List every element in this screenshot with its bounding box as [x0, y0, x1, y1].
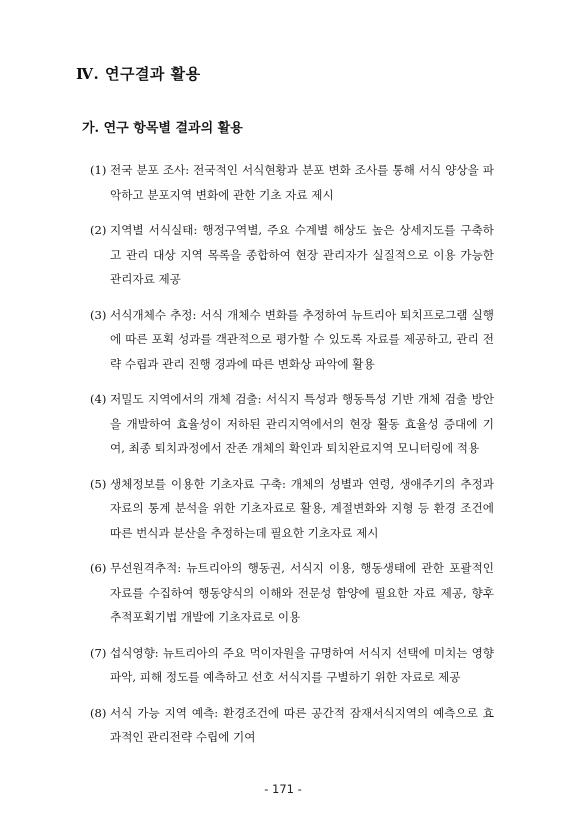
item-text: 무선원격추적: 뉴트리아의 행동권, 서식지 이용, 행동생태에 관한 포괄적인 자료를 수집하여 행동양식의 이해와 전문성 함양에 필요한 자료 제공, 향후 추적포획기법 개발에 기초자료로 이용	[110, 561, 494, 624]
list-item	[0, 303, 566, 377]
item-text: 서식 가능 지역 예측: 환경조건에 따른 공간적 잠재서식지역의 예측으로 효과적인 관리전략 수립에 기여	[110, 705, 494, 744]
sub-section-title: 가. 연구 항목별 결과의 활용	[82, 121, 243, 136]
list-item	[0, 641, 566, 690]
item-number: (3)	[90, 307, 107, 322]
page-number: - 171 -	[264, 782, 302, 796]
item-text: 생체정보를 이용한 기초자료 구축: 개체의 성별과 연령, 생애주기의 추정과 자료의 통계 분석을 위한 기초자료로 활용, 계절변화와 지형 등 환경 조건에 따른 번식과 분산을 추정하는데 필요한 기초자료 제시	[110, 476, 494, 540]
list-item	[0, 556, 566, 630]
list-item	[0, 387, 566, 461]
list-item	[0, 701, 566, 750]
item-number: (6)	[90, 561, 107, 575]
item-text: 서식개체수 추정: 서식 개체수 변화를 추정하여 뉴트리아 퇴치프로그램 실행에 따른 포획 성과를 객관적으로 평가할 수 있도록 자료를 제공하고, 관리 전략 수립과 관리 진행 경과에 따른 변화상 파악에 활용	[110, 307, 494, 371]
section-title: Ⅳ. 연구결과 활용	[76, 65, 201, 83]
list-item	[0, 472, 566, 546]
item-number: (1)	[90, 163, 107, 177]
list-item	[0, 158, 566, 207]
item-number: (8)	[90, 705, 107, 720]
item-number: (2)	[90, 223, 107, 237]
item-text: 전국 분포 조사: 전국적인 서식현황과 분포 변화 조사를 통해 서식 양상을 파악하고 분포지역 변화에 관한 기초 자료 제시	[110, 163, 494, 202]
item-text: 저밀도 지역에서의 개체 검출: 서식지 특성과 행동특성 기반 개체 검출 방안을 개발하여 효율성이 저하된 관리지역에서의 현장 활동 효율성 증대에 기여, 최종 퇴치과정에서 잔존 개체의 확인과 퇴치완료지역 모니터링에 적용	[110, 392, 494, 455]
item-number: (5)	[90, 476, 107, 491]
list-item	[0, 218, 566, 292]
item-text: 지역별 서식실태: 행정구역별, 주요 수계별 해상도 높은 상세지도를 구축하고 관리 대상 지역 목록을 종합하여 현장 관리자가 실질적으로 이용 가능한 관리자료 제공	[110, 223, 494, 286]
usage-item-list	[0, 158, 566, 761]
item-number: (7)	[90, 645, 107, 660]
item-number: (4)	[90, 392, 107, 406]
item-text: 섭식영향: 뉴트리아의 주요 먹이자원을 규명하여 서식지 선택에 미치는 영향 파악, 피해 정도를 예측하고 선호 서식지를 구별하기 위한 자료로 제공	[110, 645, 494, 684]
